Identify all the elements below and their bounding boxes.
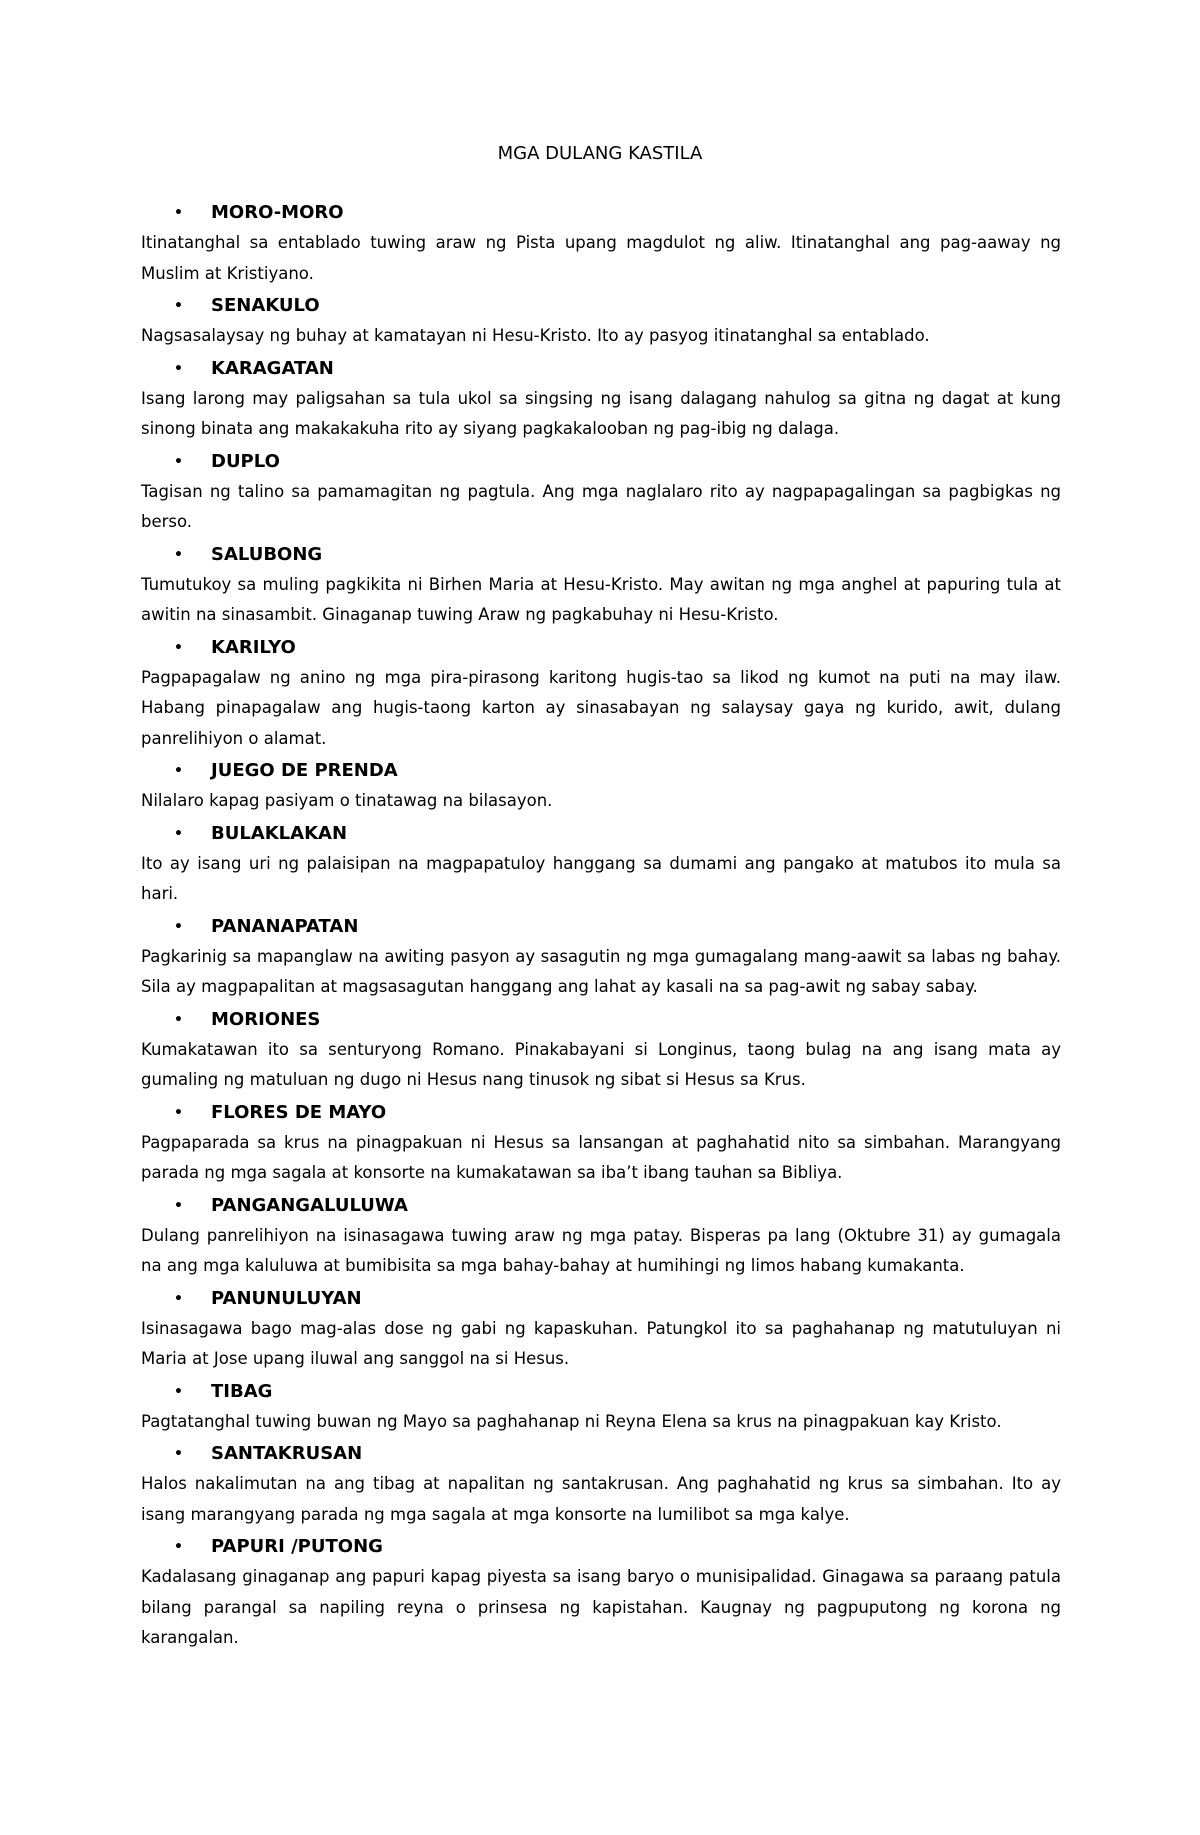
section-description: Halos nakalimutan na ang tibag at napalitan ng santakrusan. Ang paghahatid ng krus sa simbahan. Ito ay isang marangyang parada ng mga sagala at mga konsorte na lumilibot sa mga kalye. — [141, 1474, 1061, 1524]
section-heading — [141, 1191, 1061, 1221]
page-title: MGA DULANG KASTILA — [497, 143, 703, 164]
section-description: Pagpaparada sa krus na pinagpakuan ni Hesus sa lansangan at paghahatid nito sa simbahan. Marangyang parada ng mga sagala at konsorte na kumakatawan sa iba’t ibang tauhan sa Bibliya. — [141, 1132, 1061, 1182]
section-heading — [141, 1005, 1061, 1035]
bullet-icon: • — [174, 639, 183, 656]
bullet-icon: • — [174, 918, 183, 935]
section-heading — [141, 633, 1061, 663]
bullet-icon: • — [174, 1104, 183, 1121]
section-heading — [141, 1532, 1061, 1562]
section-heading-label: PAPURI /PUTONG — [211, 1536, 383, 1557]
section-heading — [141, 912, 1061, 942]
section-heading-label: SENAKULO — [211, 295, 320, 316]
section-heading-label: KARILYO — [211, 636, 296, 658]
section-description: Itinatanghal sa entablado tuwing araw ng Pista upang magdulot ng aliw. Itinatanghal ang pag-aaway ng Muslim at Kristiyano. — [141, 233, 1061, 283]
bullet-icon: • — [174, 453, 183, 470]
section-heading-label: PANUNULUYAN — [211, 1287, 362, 1309]
section-heading — [141, 354, 1061, 384]
list-item — [141, 1005, 1061, 1096]
section-description: Nilalaro kapag pasiyam o tinatawag na bilasayon. — [141, 791, 553, 810]
section-heading-label: TIBAG — [211, 1380, 273, 1402]
section-heading — [141, 1439, 1061, 1469]
bullet-icon: • — [174, 1446, 183, 1462]
section-description: Dulang panrelihiyon na isinasagawa tuwing araw ng mga patay. Bisperas pa lang (Oktubre 31) ay gumagala na ang mga kaluluwa at bumibisita sa mga bahay-bahay at humihingi ng limos habang kumakanta. — [141, 1225, 1061, 1275]
section-heading — [141, 819, 1061, 849]
section-description: Pagkarinig sa mapanglaw na awiting pasyon ay sasagutin ng mga gumagalang mang-aawit sa labas ng bahay. Sila ay magpapalitan at magsasagutan hanggang ang lahat ay kasali na sa pag-awit ng sabay sabay. — [141, 946, 1061, 996]
bullet-icon: • — [174, 298, 183, 314]
document-body — [141, 198, 1061, 1656]
bullet-icon: • — [174, 1539, 183, 1555]
list-item — [141, 756, 1061, 817]
list-item — [141, 912, 1061, 1003]
section-heading-label: MORIONES — [211, 1008, 321, 1030]
bullet-icon: • — [174, 1011, 183, 1028]
list-item — [141, 291, 1061, 352]
list-item — [141, 1439, 1061, 1530]
list-item — [141, 540, 1061, 631]
section-heading-label: KARAGATAN — [211, 357, 334, 379]
list-item — [141, 447, 1061, 538]
section-description: Nagsasalaysay ng buhay at kamatayan ni Hesu-Kristo. Ito ay pasyog itinatanghal sa entablado. — [141, 326, 930, 345]
list-item — [141, 354, 1061, 445]
section-heading-label: BULAKLAKAN — [211, 822, 348, 844]
section-description: Tagisan ng talino sa pamamagitan ng pagtula. Ang mga naglalaro rito ay nagpapagalingan sa pagbigkas ng berso. — [141, 481, 1061, 531]
bullet-icon: • — [174, 546, 183, 563]
section-heading — [141, 1377, 1061, 1407]
section-heading — [141, 291, 1061, 321]
section-heading — [141, 756, 1061, 786]
list-item — [141, 1377, 1061, 1438]
bullet-icon: • — [174, 763, 183, 779]
section-heading — [141, 447, 1061, 477]
section-description: Pagpapagalaw ng anino ng mga pira-pirasong karitong hugis-tao sa likod ng kumot na puti na may ilaw. Habang pinapagalaw ang hugis-taong karton ay sinasabayan ng salaysay gaya ng kurido, awit, dulang panrelihiyon o alamat. — [141, 667, 1061, 748]
section-heading-label: DUPLO — [211, 450, 280, 472]
section-description: Tumutukoy sa muling pagkikita ni Birhen Maria at Hesu-Kristo. May awitan ng mga anghel at papuring tula at awitin na sinasambit. Ginaganap tuwing Araw ng pagkabuhay ni Hesu-Kristo. — [141, 574, 1061, 624]
section-heading-label: SANTAKRUSAN — [211, 1443, 363, 1464]
bullet-icon: • — [174, 360, 183, 377]
list-item — [141, 1098, 1061, 1189]
bullet-icon: • — [174, 1383, 183, 1400]
section-heading-label: MORO-MORO — [211, 202, 344, 223]
section-heading-label: PANANAPATAN — [211, 915, 359, 937]
list-item — [141, 198, 1061, 289]
section-heading-label: JUEGO DE PRENDA — [211, 760, 398, 781]
section-description: Isinasagawa bago mag-alas dose ng gabi ng kapaskuhan. Patungkol ito sa paghahanap ng matutuluyan ni Maria at Jose upang iluwal ang sanggol na si Hesus. — [141, 1318, 1061, 1368]
bullet-icon: • — [174, 1197, 183, 1214]
list-item — [141, 1284, 1061, 1375]
bullet-icon: • — [174, 1290, 183, 1307]
section-heading — [141, 198, 1061, 228]
section-heading — [141, 540, 1061, 570]
list-item — [141, 819, 1061, 910]
bullet-icon: • — [174, 825, 183, 842]
section-description: Isang larong may paligsahan sa tula ukol sa singsing ng isang dalagang nahulog sa gitna ng dagat at kung sinong binata ang makakakuha rito ay siyang pagkakalooban ng pag-ibig ng dalaga. — [141, 388, 1061, 438]
section-description: Kadalasang ginaganap ang papuri kapag piyesta sa isang baryo o munisipalidad. Ginagawa sa paraang patula bilang parangal sa napiling reyna o prinsesa ng kapistahan. Kaugnay ng pagpuputong ng korona ng karangalan. — [141, 1567, 1061, 1647]
section-heading — [141, 1284, 1061, 1314]
bullet-icon: • — [174, 205, 183, 221]
section-description: Ito ay isang uri ng palaisipan na magpapatuloy hanggang sa dumami ang pangako at matubos ito mula sa hari. — [141, 853, 1061, 903]
section-heading-label: FLORES DE MAYO — [211, 1101, 387, 1123]
list-item — [141, 1191, 1061, 1282]
list-item — [141, 1532, 1061, 1654]
list-item — [141, 633, 1061, 755]
section-description: Kumakatawan ito sa senturyong Romano. Pinakabayani si Longinus, taong bulag na ang isang mata ay gumaling ng matuluan ng dugo ni Hesus nang tinusok ng sibat si Hesus sa Krus. — [141, 1039, 1061, 1089]
section-heading-label: SALUBONG — [211, 543, 323, 565]
section-heading-label: PANGANGALULUWA — [211, 1194, 408, 1216]
section-description: Pagtatanghal tuwing buwan ng Mayo sa paghahanap ni Reyna Elena sa krus na pinagpakuan kay Kristo. — [141, 1411, 1002, 1431]
section-heading — [141, 1098, 1061, 1128]
